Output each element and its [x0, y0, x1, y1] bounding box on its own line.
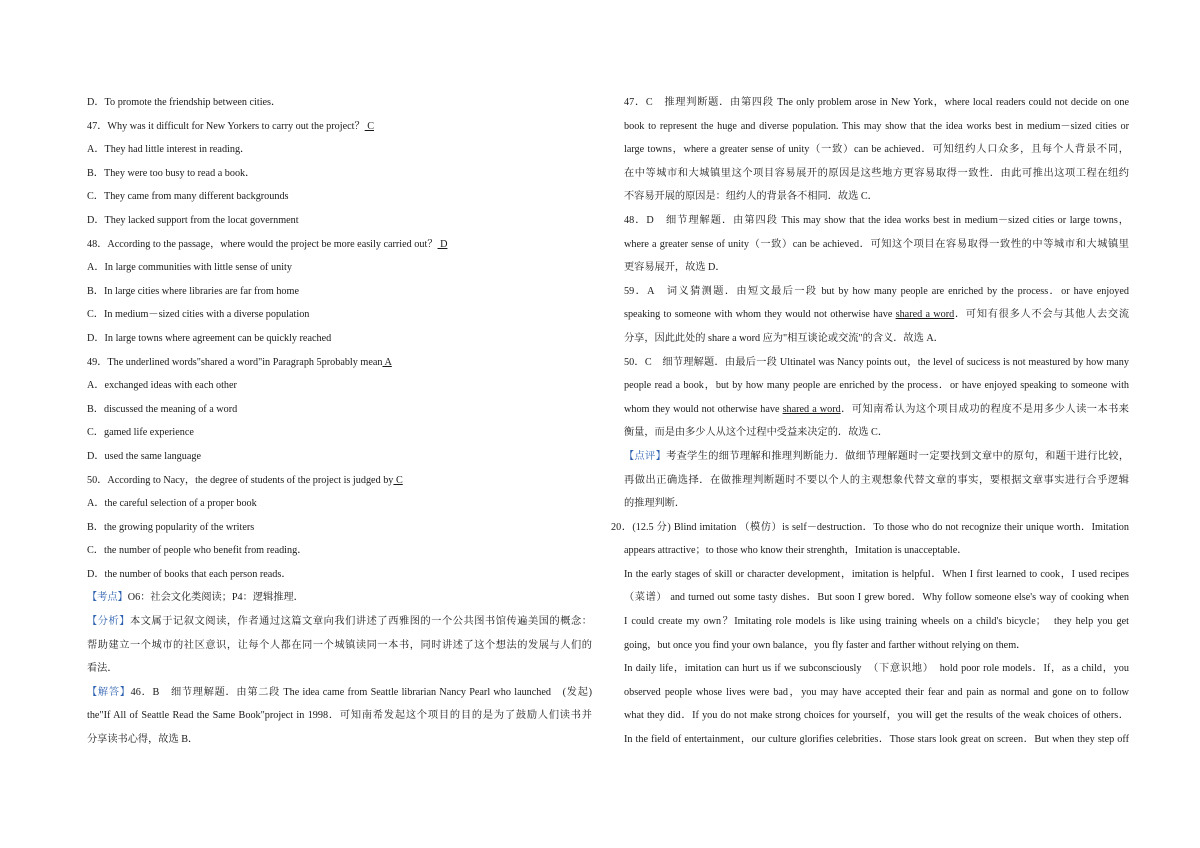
line-text: 更容易展开，故选 D．	[624, 262, 726, 274]
text-line	[624, 586, 1129, 610]
text-line	[624, 657, 1129, 681]
line-text: D．In large towns where agreement can be quickly reached	[87, 332, 332, 344]
line-text: 46．B 细节理解题．由第二段 The idea came from Seattle librarian Nancy Pearl who launched (发起)	[130, 686, 592, 698]
text-line	[87, 374, 592, 398]
line-text: people read a book，but by how many people are enriched by the process．or have enjoyed speaking to someone with	[624, 380, 1129, 392]
line-text: going，but once you find your own balance，you fly faster and farther without relying on them．	[624, 639, 1027, 651]
text-line	[87, 162, 592, 186]
right-column	[611, 91, 1129, 752]
line-text: 48．According to the passage，where would the project be more easily carried out？	[87, 238, 438, 250]
text-line	[87, 280, 592, 304]
line-text: 在中等城市和大城镇里这个项目容易展开的原因是这些地方更容易取得一致性．由此可推出这项工程在纽约	[624, 167, 1129, 179]
line-text: A．exchanged ideas with each other	[87, 380, 237, 392]
line-text: 50．C 细节理解题．由最后一段 Ultinatel was Nancy points out，the level of sucicess is not meastured by how many	[624, 356, 1129, 368]
line-text: B．They were too busy to read a book．	[87, 167, 256, 179]
text-line	[624, 91, 1129, 115]
text-line	[611, 516, 1129, 540]
text-line	[624, 209, 1129, 233]
text-line	[87, 421, 592, 445]
line-text: 本文属于记叙文阅读，作者通过这篇文章向我们讲述了西雅图的一个公共图书馆传遍美国的概念：	[130, 616, 592, 628]
line-text: ．可知有很多人不会与其他人去交流	[954, 309, 1129, 321]
line-text: book to represent the huge and diverse population. This may show that the idea works best in medium－sized cities or	[624, 120, 1129, 132]
text-line	[87, 445, 592, 469]
line-text: observed people whose lives were bad，you may have accepted their fear and pain as normal and gone on to follow	[624, 686, 1129, 698]
text-line	[87, 539, 592, 563]
text-line	[87, 138, 592, 162]
text-line	[624, 233, 1129, 257]
text-line	[87, 634, 592, 658]
text-line	[624, 728, 1129, 752]
text-line	[87, 657, 592, 681]
line-text: In daily life，imitation can hurt us if we subconsciously （下意识地） hold poor role models．If，as a child，you	[624, 663, 1129, 675]
line-text: 帮助建立一个城市的社区意识，让每个人都在同一个城镇读同一本书，同时讲述了这个想法的发展与人们的	[87, 639, 592, 651]
line-text: where a greater sense of unity（一致）can be achieved．可知这个项目在容易取得一致性的中等城市和大城镇里	[624, 238, 1129, 250]
text-line	[87, 256, 592, 280]
section-tag: 【解答】	[87, 686, 131, 698]
line-text: 20．(12.5 分) Blind imitation （模仿）is self－destruction．To those who do not recognize their unique worth．Imitation	[611, 521, 1129, 533]
line-text: D．They lacked support from the locat government	[87, 214, 299, 226]
line-text: In the field of entertainment，our culture glorifies celebrities．Those stars look great on screen．But when they step off	[624, 734, 1129, 746]
line-text: 59．A 词义猜测题．由短文最后一段 but by how many people are enriched by the process．or have enjoyed	[624, 285, 1129, 297]
line-text: 48．D 细节理解题．由第四段 This may show that the idea works best in medium－sized cities or large towns，	[624, 214, 1129, 226]
text-line	[87, 185, 592, 209]
text-line	[87, 492, 592, 516]
text-line	[624, 563, 1129, 587]
line-text: 49．The underlined words"shared a word"in Paragraph 5probably mean	[87, 356, 383, 368]
text-line	[87, 233, 592, 257]
line-text: D．used the same language	[87, 450, 202, 462]
line-text: whom they would not otherwise have	[624, 403, 783, 415]
line-text: large towns，where a greater sense of unity（一致）can be achieved．可知纽约人口众多，且每个人背景不同，	[624, 144, 1129, 156]
left-column	[87, 91, 592, 752]
text-line	[624, 327, 1129, 351]
line-text: C．the number of people who benefit from reading．	[87, 545, 308, 557]
underlined-text: shared a word	[782, 403, 841, 415]
line-text: A．In large communities with little sense of unity	[87, 262, 292, 274]
line-text: D．the number of books that each person reads．	[87, 568, 292, 580]
line-text: 47．Why was it difficult for New Yorkers to carry out the project？	[87, 120, 365, 132]
line-text: what they did．If you do not make strong choices for yourself，you will get the results of the weak choices of others．	[624, 710, 1129, 722]
line-text: A．They had little interest in reading．	[87, 144, 251, 156]
line-text: 分享，因此此处的 share a word 应为"相互谈论或交流"的含义．故选 A．	[624, 332, 944, 344]
text-line	[87, 586, 592, 610]
line-text: O6：社会文化类阅读；P4：逻辑推理．	[127, 592, 304, 604]
text-line	[87, 704, 592, 728]
text-line	[87, 327, 592, 351]
line-text: B．discussed the meaning of a word	[87, 403, 238, 415]
text-line	[87, 681, 592, 705]
text-line	[624, 303, 1129, 327]
section-tag: 【考点】	[87, 592, 128, 604]
line-text: 的推理判断．	[624, 498, 686, 510]
line-text: 看法．	[87, 663, 118, 675]
text-line	[624, 421, 1129, 445]
underlined-text: C	[364, 120, 374, 132]
line-text: A．the careful selection of a proper book	[87, 498, 257, 510]
line-text: 分享读书心得，故选 B．	[87, 734, 199, 746]
underlined-text: shared a word	[895, 309, 955, 321]
text-line	[87, 610, 592, 634]
line-text: 47．C 推理判断题．由第四段 The only problem arose in New York，where local readers could not decide on one	[624, 97, 1129, 108]
text-line	[87, 209, 592, 233]
line-text: speaking to someone with whom they would not otherwise have	[624, 309, 896, 321]
text-line	[87, 115, 592, 139]
line-text: the"If All of Seattle Read the Same Book"project in 1998．可知南希发起这个项目的目的是为了鼓励人们读书并	[87, 710, 592, 722]
text-line	[87, 398, 592, 422]
text-line	[624, 374, 1129, 398]
text-line	[87, 563, 592, 587]
text-line	[624, 351, 1129, 375]
line-text: 再做出正确选择．在做推理判断题时不要以个人的主观想象代替文章的事实，要根据文章事实进行合乎逻辑	[624, 474, 1129, 486]
underlined-text: D	[437, 238, 448, 250]
underlined-text: C	[393, 474, 403, 486]
text-line	[624, 445, 1129, 469]
line-text: 不容易开展的原因是：纽约人的背景各不相同．故选 C．	[624, 191, 878, 203]
line-text: C．They came from many different backgrounds	[87, 191, 289, 203]
line-text: C．In medium－sized cities with a diverse population	[87, 309, 310, 321]
text-line	[624, 398, 1129, 422]
text-line	[87, 728, 592, 752]
text-line	[624, 681, 1129, 705]
section-tag: 【分析】	[87, 616, 131, 628]
text-line	[624, 704, 1129, 728]
text-line	[624, 256, 1129, 280]
line-text: appears attractive；to those who know their strenghth，Imitation is unacceptable．	[624, 545, 968, 557]
text-line	[87, 91, 592, 115]
text-line	[624, 280, 1129, 304]
text-line	[624, 492, 1129, 516]
line-text: 考查学生的细节理解和推理判断能力．做细节理解题时一定要找到文章中的原句，和题干进行比较，	[666, 450, 1129, 462]
text-line	[624, 610, 1129, 634]
text-line	[87, 351, 592, 375]
text-line	[87, 516, 592, 540]
text-line	[624, 162, 1129, 186]
line-text: B．the growing popularity of the writers	[87, 521, 255, 533]
underlined-text: A	[382, 356, 392, 368]
text-line	[624, 115, 1129, 139]
line-text: 50．According to Nacy，the degree of students of the project is judged by	[87, 474, 394, 486]
line-text: ．可知南希认为这个项目成功的程度不是用多少人读一本书来	[840, 403, 1129, 415]
text-line	[87, 303, 592, 327]
line-text: I could create my own？Imitating role models is like using training wheels on a child's bicycle； they help you get	[624, 616, 1129, 628]
section-tag: 【点评】	[624, 450, 667, 462]
line-text: In the early stages of skill or character development，imitation is helpful．When I first learned to cook，I used recipes	[624, 568, 1129, 580]
line-text: B．In large cities where libraries are far from home	[87, 285, 299, 297]
line-text: 衡量，而是由多少人从这个过程中受益来决定的．故选 C．	[624, 427, 889, 439]
text-line	[624, 469, 1129, 493]
text-line	[624, 138, 1129, 162]
line-text: C．gamed life experience	[87, 427, 194, 439]
text-line	[87, 469, 592, 493]
line-text: D．To promote the friendship between cities．	[87, 97, 282, 108]
text-line	[624, 539, 1129, 563]
text-line	[624, 634, 1129, 658]
line-text: （菜谱） and turned out some tasty dishes．But soon I grew bored．Why follow someone else's way of cooking when	[624, 592, 1129, 604]
text-line	[624, 185, 1129, 209]
